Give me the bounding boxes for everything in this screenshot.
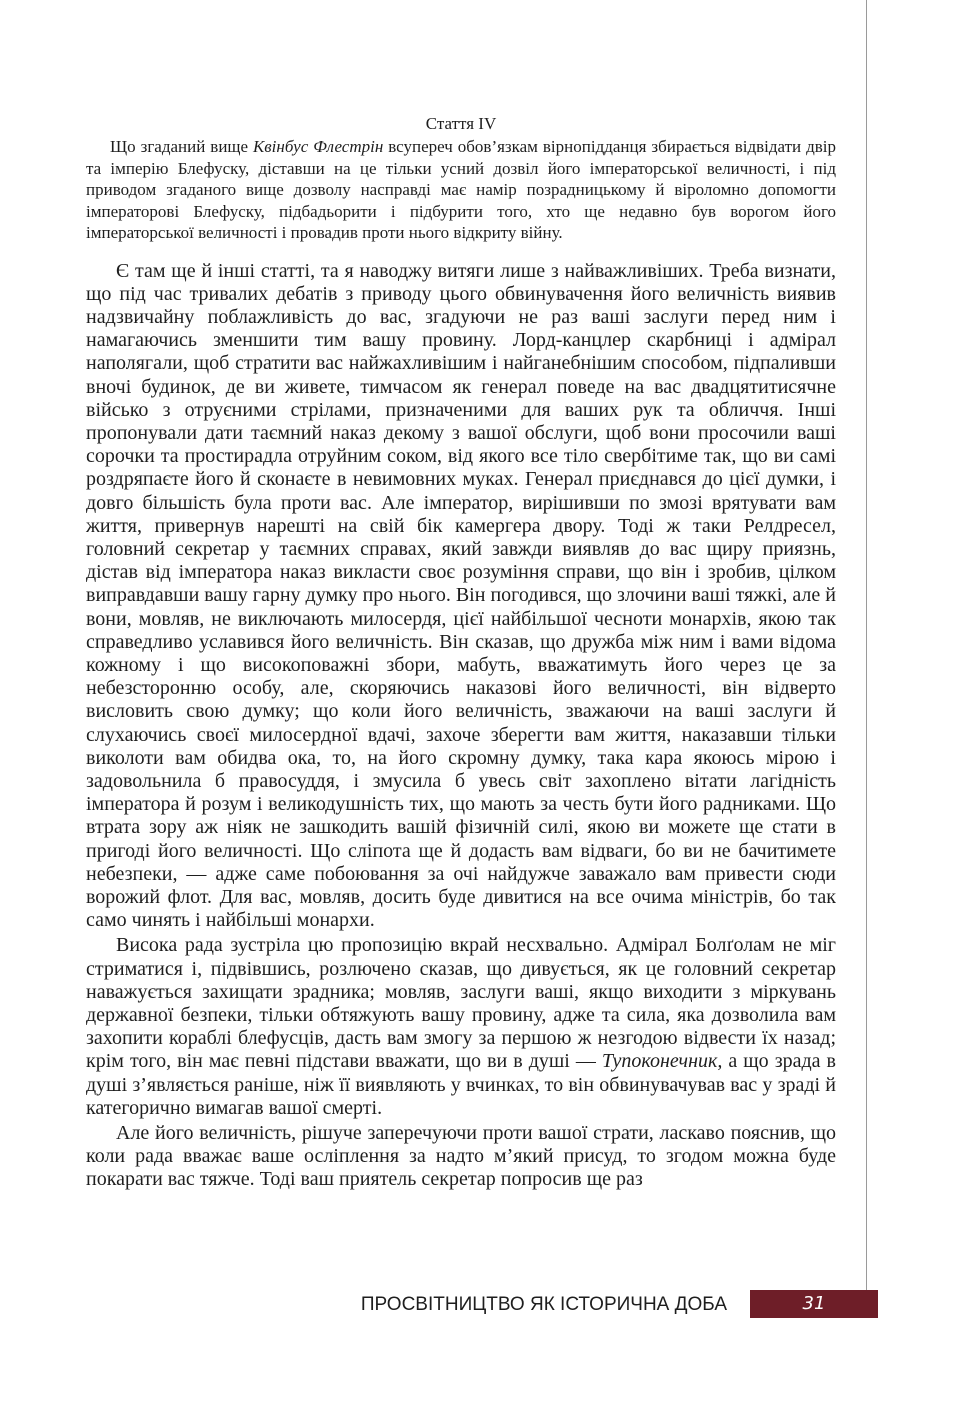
body-paragraph-3: Але його величність, рішуче заперечуючи проти вашої страти, ласкаво пояснив, що коли рада вважає ваше осліплення за надто м’який присуд, то згодом можна буде покарати вас тяжче. Тоді ваш приятель секретар попросив ще раз — [86, 1122, 836, 1191]
article-text-end: всупереч обов’язкам вірнопідданця збирається відвідати двір та імперію Блефуску, діставши на це тільки усний дозвіл його імператорської величності, і під приводом згаданого вище дозволу насправді має намір позрадницькому й віроломно допомогти імператорові Блефуску, підбадьорити і підбурити того, хто ще недавно був ворогом його імператорської величності і провадив проти нього відкриту війну. — [86, 137, 836, 242]
page-number-badge: 31 — [750, 1290, 878, 1318]
article-iv — [86, 112, 836, 244]
body-paragraph-2 — [86, 934, 836, 1120]
running-title: ПРОСВІТНИЦТВО ЯК ІСТОРИЧНА ДОБА — [360, 1294, 727, 1315]
page-edge-line — [866, 0, 867, 1290]
page-footer — [0, 1290, 963, 1318]
page-content — [86, 112, 836, 1192]
article-heading: Стаття IV — [425, 114, 497, 133]
article-paragraph — [86, 136, 836, 244]
body-paragraph-2-end: а що зрада в душі з’являється раніше, ніж її виявляють у вчинках, то він обвинувачував вас у зраді й категорично вимагав вашої смерті. — [86, 1050, 836, 1119]
body-paragraph-1: Є там ще й інші статті, та я наводжу витяги лише з найважливіших. Треба визнати, що під час тривалих дебатів з приводу цього обвинувачення його величність виявив надзвичайну поблажливість до вас, згадуючи не раз ваші заслуги перед ним і намагаючись зменшити тим вашу провину. Лорд-канцлер скарбниці і адмірал наполягали, щоб стратити вас найжахливішим і найганебнішим способом, підпаливши вночі будинок, де ви живете, тимчасом як генерал поведе на вас двадцятитисячне військо з отруєними стрілами, призначеними для ваших рук та обличчя. Інші пропонували дати таємний наказ декому з вашої обслуги, щоб вони просочили ваші сорочки та простирадла отруйним соком, від якого все тіло свербітиме так, що ви самі роздряпаєте його й сконаєте в невимовних муках. Генерал приєднався до цієї думки, і довго більшість була проти вас. Але імператор, вирішивши по змозі врятувати вам життя, привернув нарешті на свій бік камергера двору. Тоді ж таки Релдресел, головний секретар у таємних справах, який завжди виявляв до вас щиру приязнь, дістав від імператора наказ викласти своє розуміння справи, що він і зробив, цілком виправдавши вашу гарну думку про нього. Він погодився, що злочини ваші тяжкі, але й вони, мовляв, не виключають милосердя, цієї найбільшої чесноти монархів, якою так справедливо уславився його величність. Він сказав, що дружба між ним і вами відома кожному і що високоповажні збори, мабуть, вважатимуть його через це за небезсторонню особу, але, скоряючись наказові його величності, він відверто висловить свою думку; що коли його величність, зважаючи на ваші заслуги й слухаючись своєї милосердної вдачі, захоче зберегти вам життя, наказавши тільки виколоти вам обидва ока, то, на його скромну думку, така кара якоюсь мірою і задовольнила б правосуддя, і змусила б увесь світ захоплено вітати лагідність імператора й розум і великодушність тих, що мають за честь бути його радниками. Що втрата зору аж ніяк не зашкодить вашій фізичній силі, якою ви можете ще стати в пригоді його величності. Що сліпота ще й додасть вам відваги, бо ви не бачитимете небезпеки, — адже саме побоювання за очі найдужче заважало вам привести сюди ворожий флот. Для вас, мовляв, досить буде дивитися на все очима міністрів, бо так само чинять і найбільші монархи. — [86, 259, 836, 932]
article-text-start: Що згаданий вище — [110, 137, 254, 156]
italic-term: Тупоконечник, — [601, 1050, 723, 1073]
character-name: Квінбус Флестрін — [253, 137, 384, 156]
body-paragraph-2-start: Висока рада зустріла цю пропозицію вкрай несхвально. Адмірал Болґолам не міг стриматися і, підвівшись, розлючено сказав, що дивується, як це головний секретар наважується захищати зрадника; мовляв, заслуги ваші, якщо виходити з міркувань державної безпеки, тільки обтяжують вашу провину, адже та сила, яка дозволила вам захопити кораблі блефусців, дасть вам змогу за першою ж незгодою відвести їх назад; крім того, він має певні підстави вважати, що ви в душі — — [86, 934, 836, 1073]
main-text — [86, 260, 836, 1192]
